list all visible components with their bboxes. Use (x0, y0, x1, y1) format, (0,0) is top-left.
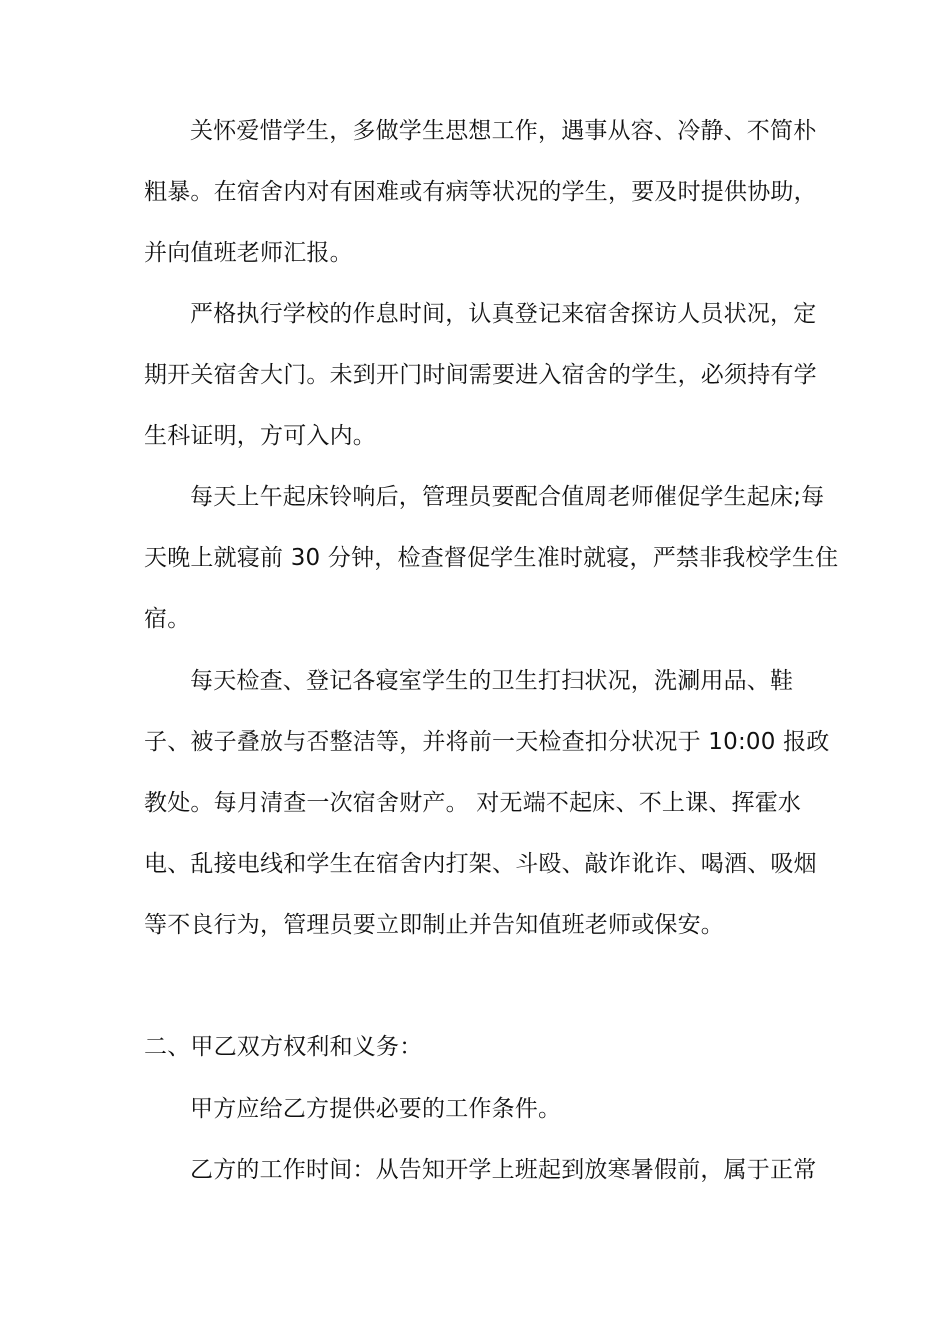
paragraph-2-line-3: 生科证明，方可入内。 (144, 423, 376, 449)
paragraph-3-line-3: 宿。 (144, 606, 191, 632)
paragraph-4-line-3: 教处。每月清查一次宿舍财产。 对无端不起床、不上课、挥霍水 (144, 790, 802, 816)
paragraph-1-line-1: 关怀爱惜学生，多做学生思想工作，遇事从容、冷静、不简朴 (190, 118, 817, 144)
paragraph-4-line-2: 子、被子叠放与否整洁等，并将前一天检查扣分状况于 10:00 报政 (144, 729, 830, 755)
section-paragraph-2-line-1: 乙方的工作时间：从告知开学上班起到放寒暑假前，属于正常 (190, 1157, 817, 1183)
paragraph-4-line-1: 每天检查、登记各寝室学生的卫生打扫状况，洗涮用品、鞋 (190, 668, 794, 694)
paragraph-2-line-1: 严格执行学校的作息时间，认真登记来宿舍探访人员状况，定 (190, 301, 817, 327)
paragraph-1-line-2: 粗暴。在宿舍内对有困难或有病等状况的学生，要及时提供协助， (144, 179, 817, 205)
section-heading: 二、甲乙双方权利和义务： (144, 1034, 423, 1060)
paragraph-3-line-1: 每天上午起床铃响后，管理员要配合值周老师催促学生起床;每 (190, 484, 825, 510)
section-paragraph-1: 甲方应给乙方提供必要的工作条件。 (190, 1096, 562, 1122)
paragraph-2-line-2: 期开关宿舍大门。未到开门时间需要进入宿舍的学生，必须持有学 (144, 362, 817, 388)
paragraph-4-line-5: 等不良行为，管理员要立即制止并告知值班老师或保安。 (144, 912, 724, 938)
paragraph-4-line-4: 电、乱接电线和学生在宿舍内打架、斗殴、敲诈讹诈、喝酒、吸烟 (144, 851, 817, 877)
paragraph-3-line-2: 天晚上就寝前 30 分钟，检查督促学生准时就寝，严禁非我校学生住 (144, 545, 839, 571)
paragraph-1-line-3: 并向值班老师汇报。 (144, 240, 353, 266)
